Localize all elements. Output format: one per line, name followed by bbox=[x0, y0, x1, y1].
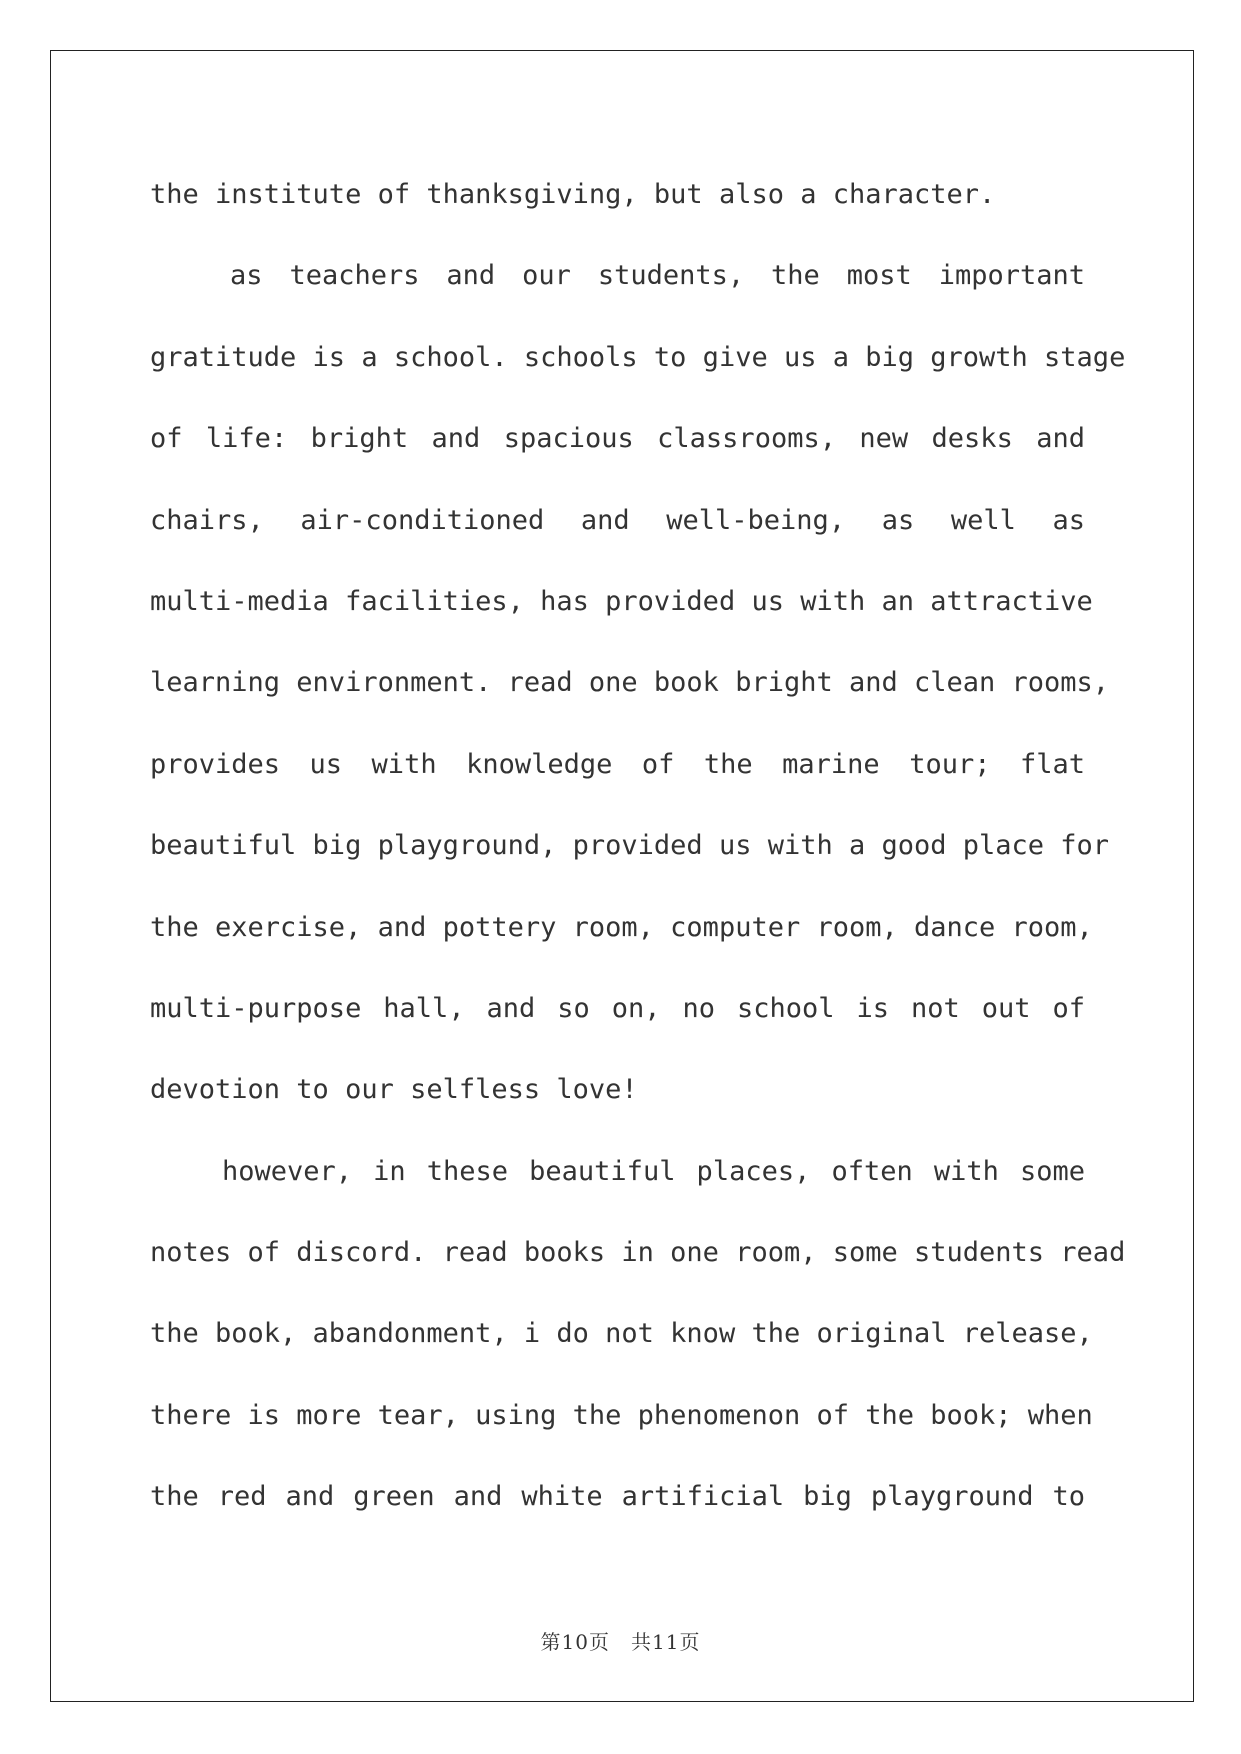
text-line: the book, abandonment, i do not know the original release, bbox=[150, 1318, 1093, 1350]
text-line: the institute of thanksgiving, but also a character. bbox=[150, 179, 996, 210]
text-line: multi-media facilities, has provided us with an attractive bbox=[150, 585, 1093, 617]
text-line: as teachers and our students, the most important bbox=[230, 260, 1085, 292]
text-line: devotion to our selfless love! bbox=[150, 1074, 638, 1106]
text-line: there is more tear, using the phenomenon of the book; when bbox=[150, 1399, 1093, 1431]
text-line: multi-purpose hall, and so on, no school is not out of bbox=[150, 992, 1085, 1024]
text-line: however, in these beautiful places, often with some bbox=[222, 1155, 1085, 1187]
text-line: notes of discord. read books in one room, some students read bbox=[150, 1237, 1126, 1269]
text-line: provides us with knowledge of the marine tour; flat bbox=[150, 748, 1085, 780]
text-line: of life: bright and spacious classrooms, new desks and bbox=[150, 423, 1085, 455]
text-line: the exercise, and pottery room, computer room, dance room, bbox=[150, 911, 1093, 943]
text-line: chairs, air-conditioned and well-being, as well as bbox=[150, 504, 1085, 536]
page-number-footer bbox=[0, 1626, 1241, 1655]
page-number-label: 第10页 共11页 bbox=[540, 1630, 701, 1654]
text-line: beautiful big playground, provided us with a good place for bbox=[150, 830, 1110, 862]
document-body bbox=[150, 154, 1126, 1538]
text-line: the red and green and white artificial big playground to bbox=[150, 1481, 1085, 1513]
text-line: learning environment. read one book bright and clean rooms, bbox=[150, 667, 1110, 699]
text-line: gratitude is a school. schools to give us a big growth stage bbox=[150, 341, 1126, 373]
